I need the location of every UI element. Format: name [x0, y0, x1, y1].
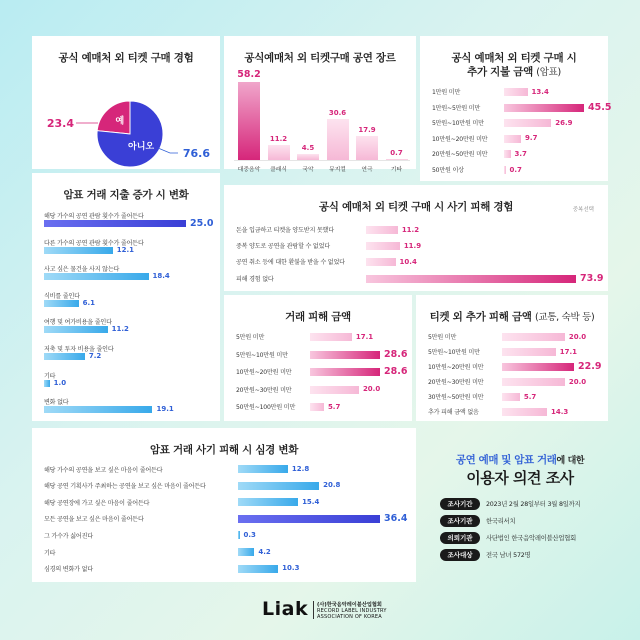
- bar-value: 19.1: [156, 405, 174, 414]
- chart-title-main: 추가 지불 금액: [467, 66, 533, 78]
- panel-purchase-experience: [32, 36, 220, 169]
- category-label: 국악: [302, 167, 314, 173]
- bar-value: 20.0: [362, 385, 381, 394]
- category-label: 연극: [361, 167, 373, 173]
- bar-1: [366, 242, 400, 250]
- survey-value: 2023년 2월 28일부터 3월 8일까지: [486, 501, 581, 508]
- row-label: 돈을 입금하고 티켓을 양도받지 못했다: [236, 227, 334, 234]
- bar-5: [504, 166, 506, 174]
- row-label: 20만원~50만원 미만: [432, 151, 488, 159]
- row-label: 10만원~20만원 미만: [432, 135, 488, 143]
- bar-value: 28.6: [384, 348, 408, 360]
- bar-value: 11.2: [401, 225, 420, 234]
- row-label: 해당 공연장에 가고 싶은 마음이 줄어든다: [44, 499, 150, 507]
- category-label: 뮤지컬: [329, 167, 346, 173]
- bar-value: 5.7: [327, 402, 341, 411]
- row-label: 여행 및 여가비용을 줄인다: [44, 319, 112, 327]
- bar-value: 17.1: [355, 332, 374, 341]
- bar-value: 0.3: [243, 530, 256, 539]
- bar-2: [366, 258, 396, 266]
- bar-1: [310, 351, 380, 359]
- footer-logo: [262, 598, 402, 622]
- survey-key-badge: 조사대상: [440, 549, 480, 561]
- bar-value: 73.9: [580, 272, 604, 284]
- survey-key-badge: 조사기관: [440, 515, 480, 527]
- extra-payment-bars-area: [420, 36, 612, 181]
- bar-value: 11.2: [111, 325, 129, 334]
- row-label: 해당 가수의 공연 관람 횟수가 줄어든다: [44, 213, 144, 220]
- bar-value: 4.5: [301, 143, 315, 152]
- bar-value: 0.7: [390, 149, 403, 157]
- row-label: 5만원 미만: [236, 334, 265, 341]
- bar-value: 20.8: [323, 481, 341, 490]
- survey-row: [432, 515, 608, 528]
- category-label: 기타: [390, 167, 403, 173]
- pie-value-no: 76.6: [182, 147, 210, 160]
- row-label: 5만원~10만원 미만: [432, 120, 484, 128]
- bar-3: [310, 386, 359, 394]
- bar-value: 18.4: [152, 272, 170, 281]
- panel-genre: [224, 36, 416, 173]
- row-label: 추가 피해 금액 없음: [428, 409, 479, 416]
- row-label: 50만원 이상: [432, 167, 464, 174]
- row-label: 1만원 미만: [432, 89, 461, 96]
- survey-key-badge: 의뢰기관: [440, 532, 480, 544]
- chart-title: 암표 거래 지출 증가 시 변화: [63, 189, 189, 201]
- bar-value: 30.6: [328, 108, 347, 117]
- additional-damage-bars-area: [416, 295, 608, 421]
- row-label: 5만원~10만원 미만: [428, 349, 480, 356]
- row-label: 공연 취소 등에 대한 환불을 받을 수 없었다: [236, 259, 345, 267]
- survey-title-highlight: 공연 예매 및 암표 거래: [455, 454, 557, 466]
- row-label: 30만원~50만원 미만: [428, 394, 484, 401]
- multi-select-note: 중복선택: [572, 207, 594, 213]
- bar-3: [366, 275, 576, 283]
- leader-line: [158, 148, 178, 153]
- row-label: 20만원~30만원 미만: [236, 386, 292, 394]
- bar-value: 58.2: [237, 69, 261, 80]
- bar-value: 1.0: [53, 378, 67, 387]
- bar-value: 25.0: [190, 217, 214, 229]
- bar-4: [504, 150, 511, 158]
- bar-value: 10.3: [282, 564, 300, 573]
- spending-change-bars-area: [32, 173, 220, 421]
- bar-4: [238, 531, 240, 539]
- bar-value: 7.2: [88, 352, 102, 360]
- bar-1: [238, 482, 319, 490]
- bar-1: [268, 145, 290, 160]
- row-label: 1만원~5만원 미만: [432, 104, 481, 112]
- panel-fraud-experience: [224, 185, 608, 291]
- row-label: 5만원~10만원 미만: [236, 351, 288, 359]
- bar-value: 0.7: [509, 165, 522, 174]
- bar-value: 12.8: [291, 464, 310, 473]
- bar-6: [44, 380, 50, 387]
- bar-1: [504, 104, 584, 112]
- baseline: [234, 160, 410, 161]
- bar-3: [504, 135, 521, 143]
- category-label: 클래식: [270, 167, 287, 173]
- bar-0: [502, 333, 565, 341]
- survey-title-line2: 이용자 의견 조사: [466, 469, 574, 487]
- survey-title-rest: 에 대한: [556, 456, 585, 466]
- row-label: 해당 공연 기획사가 주최하는 공연을 보고 싶은 마음이 줄어든다: [44, 483, 206, 491]
- bar-value: 13.4: [531, 87, 549, 96]
- bar-2: [44, 273, 149, 280]
- bar-0: [238, 82, 260, 160]
- bar-5: [502, 408, 547, 416]
- pie-value-yes: 23.4: [46, 117, 74, 130]
- bar-0: [238, 465, 288, 473]
- panel-additional-damage: [416, 295, 608, 421]
- chart-title: 공식 예매처 외 티켓 구매 시: [451, 52, 577, 64]
- chart-title: 공식예매처 외 티켓구매 공연 장르: [244, 52, 396, 64]
- bar-2: [238, 498, 298, 506]
- bar-value: 36.4: [384, 512, 408, 524]
- logo-mark: Liak: [262, 598, 309, 620]
- row-label: 해당 가수의 공연을 보고 싶은 마음이 줄어든다: [44, 466, 163, 474]
- survey-key-badge: 조사기간: [440, 498, 480, 510]
- survey-info: [432, 452, 608, 582]
- bar-value: 20.0: [568, 332, 587, 341]
- fraud-amount-bars-area: [224, 295, 412, 421]
- bar-1: [502, 348, 556, 356]
- bar-0: [366, 226, 398, 234]
- bar-value: 22.9: [578, 361, 602, 372]
- genre-bars-area: [224, 36, 416, 173]
- survey-row: [432, 498, 608, 511]
- bar-5: [238, 548, 254, 556]
- row-label: 기타: [44, 549, 56, 557]
- bar-0: [44, 220, 186, 227]
- bar-value: 11.2: [269, 134, 288, 143]
- mind-change-bars-area: [32, 428, 416, 582]
- bar-value: 5.7: [523, 392, 537, 401]
- bar-value: 28.6: [384, 366, 408, 378]
- bar-4: [44, 326, 108, 333]
- bar-value: 10.4: [399, 257, 417, 266]
- row-label: 그 가수가 싫어진다: [44, 532, 93, 540]
- bar-2: [310, 368, 380, 376]
- row-label: 모든 공연을 보고 싶은 마음이 줄어든다: [44, 516, 144, 524]
- bar-3: [327, 119, 349, 160]
- survey-value: 사단법인 한국음악레이블산업협회: [486, 535, 577, 542]
- logo-line1: (사)한국음악레이블산업협회: [317, 602, 382, 608]
- chart-title: 거래 피해 금액: [285, 311, 351, 323]
- bar-2: [504, 119, 551, 127]
- survey-row: [432, 532, 608, 545]
- row-label: 사고 싶은 물건을 사지 않는다: [44, 266, 120, 274]
- chart-title-main: 티켓 외 추가 피해 금액: [429, 311, 532, 323]
- bar-2: [502, 363, 574, 371]
- bar-value: 20.0: [568, 377, 587, 386]
- row-label: 기타: [44, 372, 56, 380]
- row-label: 10만원~20만원 미만: [236, 369, 292, 377]
- row-label: 저축 및 투자 비용을 줄인다: [44, 346, 114, 353]
- bar-value: 3.7: [514, 149, 527, 158]
- bar-value: 17.1: [559, 347, 578, 356]
- bar-value: 14.3: [550, 407, 569, 416]
- bar-value: 12.1: [116, 245, 134, 254]
- panel-fraud-amount: [224, 295, 412, 421]
- row-label: 50만원~100만원 미만: [236, 404, 296, 412]
- category-label: 대중음악: [237, 167, 261, 173]
- bar-6: [238, 565, 278, 573]
- panel-mind-change: [32, 428, 416, 582]
- bar-0: [504, 88, 528, 96]
- row-label: 피해 경험 없다: [236, 275, 274, 283]
- fraud-experience-bars-area: [224, 185, 608, 291]
- bar-value: 9.7: [525, 134, 538, 143]
- bar-4: [356, 136, 378, 160]
- bar-value: 6.1: [82, 298, 96, 307]
- bar-value: 45.5: [588, 101, 612, 113]
- chart-title: 공식 예매처 외 티켓 구매 시 사기 피해 경험: [318, 201, 514, 213]
- survey-value: 한국리서치: [486, 518, 516, 525]
- bar-0: [310, 333, 352, 341]
- pie-slice-label: 아니오: [128, 142, 155, 153]
- bar-value: 4.2: [258, 547, 271, 556]
- pie-slice-label: 예: [115, 116, 125, 127]
- logo-line3: ASSOCIATION OF KOREA: [317, 614, 382, 620]
- chart-title: 공식 예매처 외 티켓 구매 경험: [58, 52, 194, 64]
- bar-1: [44, 247, 113, 254]
- survey-row: [432, 549, 608, 562]
- row-label: 심경의 변화가 없다: [44, 566, 93, 574]
- bar-value: 26.9: [555, 118, 573, 127]
- survey-value: 전국 남녀 572명: [486, 552, 531, 559]
- chart-title-sub: (암표): [536, 67, 561, 78]
- logo-divider: [313, 601, 314, 619]
- bar-3: [502, 378, 565, 386]
- chart-title: 암표 거래 사기 피해 시 심경 변화: [149, 444, 299, 456]
- bar-3: [238, 515, 380, 523]
- pie-chart: [32, 36, 220, 169]
- bar-3: [44, 300, 79, 307]
- row-label: 5만원 미만: [428, 334, 457, 341]
- row-label: 변화 없다: [44, 399, 69, 407]
- bar-value: 15.4: [302, 497, 320, 506]
- bar-value: 17.9: [358, 126, 376, 134]
- logo-line2: RECORD LABEL INDUSTRY: [317, 608, 387, 614]
- row-label: 식비를 줄인다: [44, 292, 80, 300]
- bar-4: [310, 403, 324, 411]
- bar-4: [502, 393, 520, 401]
- pie-slice-yes: [97, 101, 130, 134]
- chart-title-sub: (교통, 숙박 등): [535, 312, 595, 323]
- row-label: 10만원~20만원 미만: [428, 364, 484, 371]
- panel-spending-change: [32, 173, 220, 421]
- bar-7: [44, 406, 152, 413]
- row-label: 중복 양도로 공연을 관람할 수 없었다: [236, 243, 330, 251]
- panel-extra-payment: [420, 36, 612, 181]
- bar-value: 11.9: [403, 241, 422, 250]
- survey-title-line1: [432, 452, 608, 467]
- row-label: 20만원~30만원 미만: [428, 379, 484, 386]
- row-label: 다른 가수의 공연 관람 횟수가 줄어든다: [44, 239, 144, 247]
- bar-5: [44, 353, 85, 360]
